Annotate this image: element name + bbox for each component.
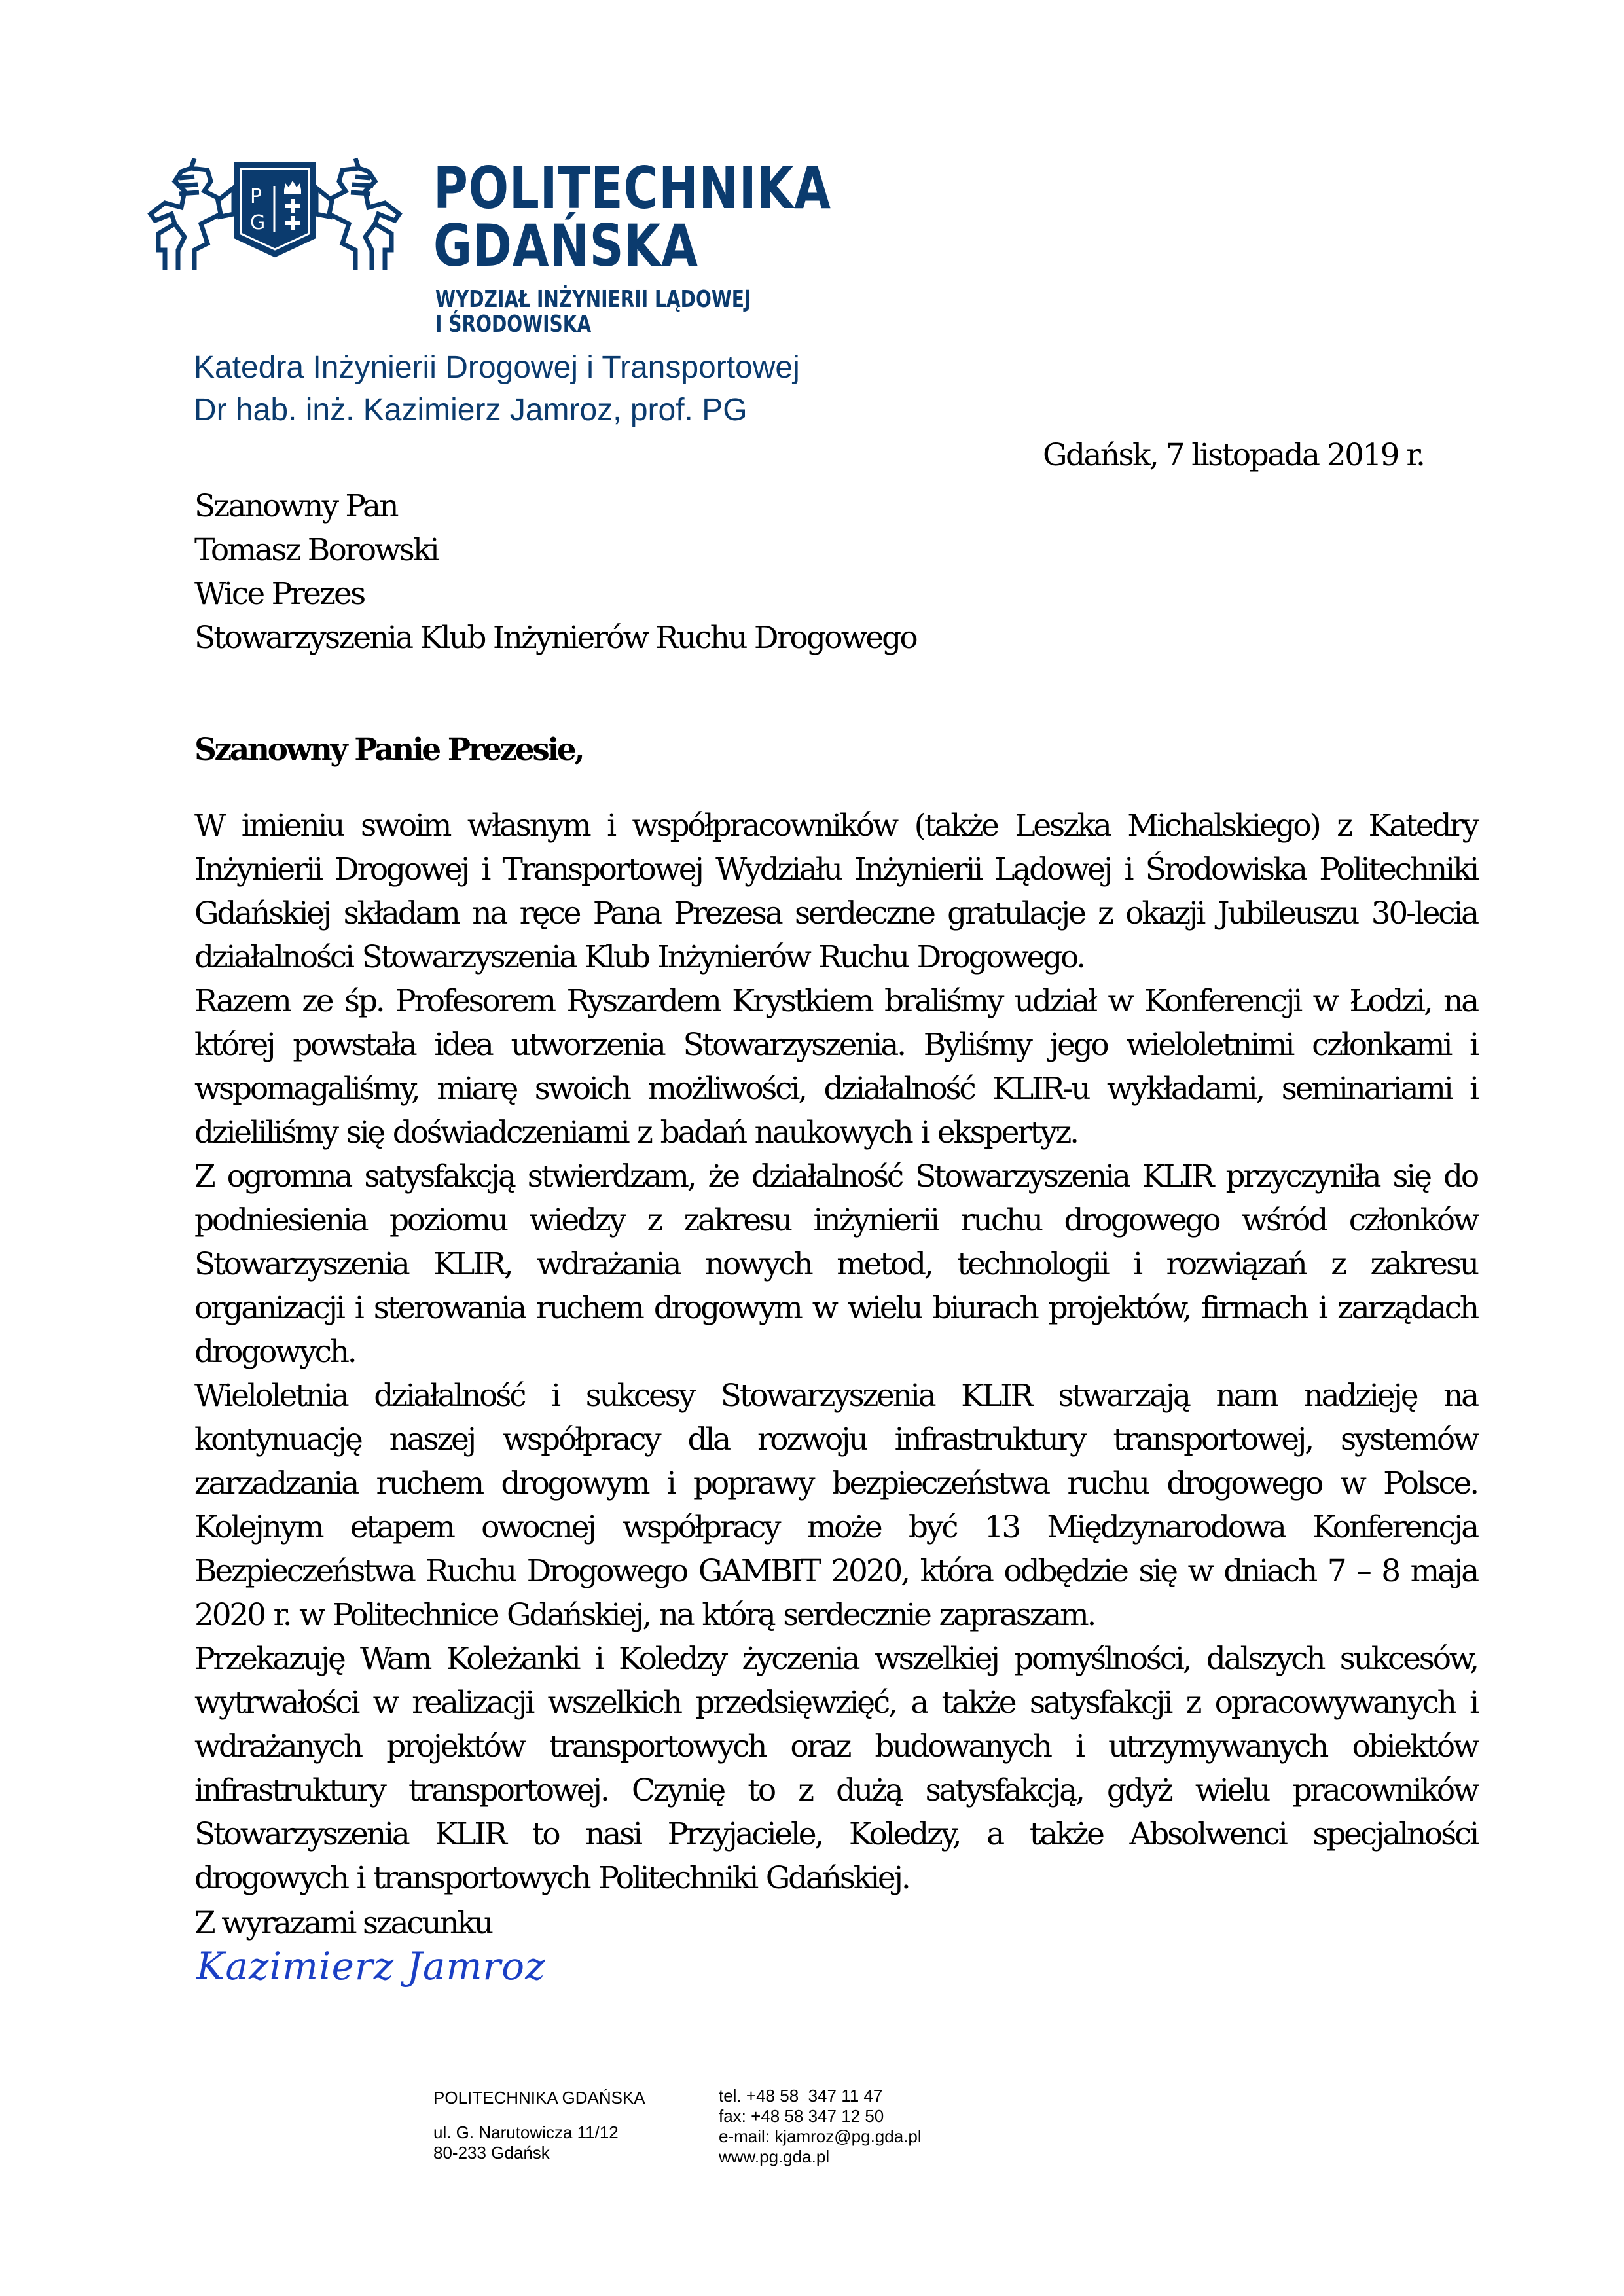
paragraph-line: Stowarzyszenia KLIR to nasi Przyjaciele, Koledzy, a także Absolwenci specjalności — [194, 1816, 1477, 1852]
paragraph — [194, 1637, 1477, 1900]
paragraph-line: wdrażanych projektów transportowych oraz budowanych i utrzymywanych obiektów — [194, 1729, 1477, 1765]
paragraph-line: podniesienia poziomu wiedzy z zakresu inżynierii ruchu drogowego wśród członków — [194, 1202, 1477, 1238]
salutation: Szanowny Panie Prezesie, — [194, 732, 583, 768]
paragraph-line: W imieniu swoim własnym i współpracowników (także Leszka Michalskiego) z Katedry — [194, 808, 1477, 844]
recipient-block — [194, 484, 916, 660]
footer-website[interactable]: www.pg.gda.pl — [719, 2147, 830, 2166]
paragraph — [194, 1374, 1477, 1637]
brand-name-line1: POLITECHNIKA — [433, 154, 831, 222]
footer-address — [433, 2088, 645, 2163]
paragraph-line: Razem ze śp. Profesorem Ryszardem Krystkiem braliśmy udział w Konferencji w Łodzi, na — [194, 983, 1477, 1019]
paragraph-line: Stowarzyszenia KLIR, wdrażania nowych metod, technologii i rozwiązań z zakresu — [194, 1246, 1477, 1282]
paragraph — [194, 804, 1477, 979]
department-name: Katedra Inżynierii Drogowej i Transportowej — [194, 350, 800, 385]
recipient-position: Wice Prezes — [194, 576, 365, 612]
paragraph-line: której powstała idea utworzenia Stowarzyszenia. Byliśmy jego wieloletnimi członkami i — [194, 1027, 1477, 1063]
place-date: Gdańsk, 7 listopada 2019 r. — [1043, 437, 1424, 473]
paragraph-line: Wieloletnia działalność i sukcesy Stowarzyszenia KLIR stwarzają nam nadzieję na — [194, 1378, 1477, 1414]
paragraph-line: wspomagaliśmy, miarę swoich możliwości, działalność KLIR-u wykładami, seminariami i — [194, 1071, 1477, 1107]
author-title: Dr hab. inż. Kazimierz Jamroz, prof. PG — [194, 393, 748, 427]
faculty-name-line1: WYDZIAŁ INŻYNIERII LĄDOWEJ — [435, 286, 751, 313]
signature: Kazimierz Jamroz — [196, 1944, 546, 1988]
recipient-organization: Stowarzyszenia Klub Inżynierów Ruchu Drogowego — [194, 620, 916, 656]
paragraph-line: Kolejnym etapem owocnej współpracy może być 13 Międzynarodowa Konferencja — [194, 1509, 1477, 1545]
closing: Z wyrazami szacunku — [194, 1905, 492, 1941]
recipient-name: Tomasz Borowski — [194, 532, 438, 568]
footer-institution: POLITECHNIKA GDAŃSKA — [433, 2088, 645, 2108]
paragraph-line: kontynuację naszej współpracy dla rozwoju infrastruktury transportowej, systemów — [194, 1422, 1477, 1458]
svg-text:P: P — [250, 185, 262, 208]
footer-email[interactable]: e-mail: kjamroz@pg.gda.pl — [719, 2126, 922, 2146]
letter-body — [194, 804, 1477, 1900]
paragraph-line: infrastruktury transportowej. Czynię to z dużą satysfakcją, gdyż wielu pracowników — [194, 1772, 1477, 1808]
paragraph-line: Gdańskiej składam na ręce Pana Prezesa serdeczne gratulacje z okazji Jubileuszu 30-lecia — [194, 895, 1477, 931]
footer-contact — [719, 2086, 922, 2167]
footer-fax: fax: +48 58 347 12 50 — [719, 2106, 884, 2126]
paragraph-line: działalności Stowarzyszenia Klub Inżynierów Ruchu Drogowego. — [194, 939, 1085, 975]
paragraph-line: zarzadzania ruchem drogowym i poprawy bezpieczeństwa ruchu drogowego w Polsce. — [194, 1465, 1477, 1501]
paragraph-line: organizacji i sterowania ruchem drogowym w wielu biurach projektów, firmach i zarządach — [194, 1290, 1477, 1326]
faculty-name-line2: I ŚRODOWISKA — [435, 311, 592, 338]
footer-tel: tel. +48 58 347 11 47 — [719, 2086, 883, 2106]
paragraph — [194, 979, 1477, 1155]
paragraph-line: Inżynierii Drogowej i Transportowej Wydziału Inżynierii Lądowej i Środowiska Politechniki — [194, 852, 1477, 888]
paragraph-line: wytrwałości w realizacji wszelkich przedsięwzięć, a także satysfakcji z opracowywanych i — [194, 1685, 1477, 1721]
brand-name-line2: GDAŃSKA — [433, 212, 698, 279]
paragraph — [194, 1155, 1477, 1374]
recipient-line: Szanowny Pan — [194, 488, 397, 524]
paragraph-line: Przekazuję Wam Koleżanki i Koledzy życzenia wszelkiej pomyślności, dalszych sukcesów, — [194, 1641, 1477, 1677]
paragraph-line: drogowych i transportowych Politechniki Gdańskiej. — [194, 1860, 909, 1896]
paragraph-line: Bezpieczeństwa Ruchu Drogowego GAMBIT 2020, która odbędzie się w dniach 7 – 8 maja — [194, 1553, 1477, 1589]
paragraph-line: 2020 r. w Politechnice Gdańskiej, na którą serdecznie zapraszam. — [194, 1597, 1095, 1633]
svg-text:G: G — [250, 211, 266, 234]
paragraph-line: drogowych. — [194, 1334, 355, 1370]
footer-city: 80-233 Gdańsk — [433, 2143, 550, 2162]
footer-street: ul. G. Narutowicza 11/12 — [433, 2123, 619, 2142]
pg-crest-logo-icon — [145, 152, 405, 271]
paragraph-line: dzieliliśmy się doświadczeniami z badań naukowych i ekspertyz. — [194, 1115, 1077, 1151]
paragraph-line: Z ogromna satysfakcją stwierdzam, że działalność Stowarzyszenia KLIR przyczyniła się do — [194, 1158, 1477, 1194]
